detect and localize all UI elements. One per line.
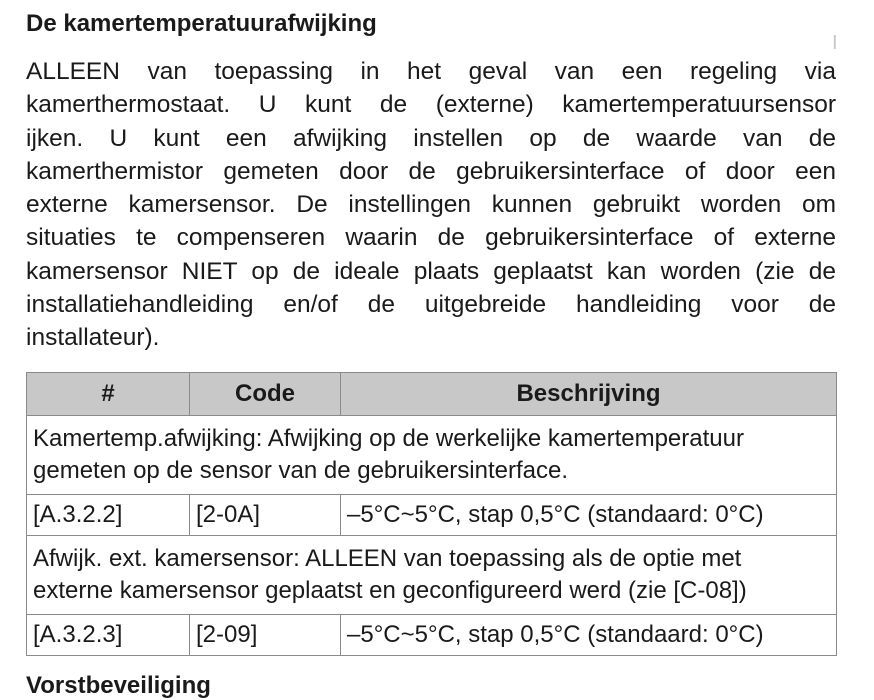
body-paragraph [26, 55, 836, 355]
table-header-row [27, 373, 837, 416]
paragraph-line: installateur). [26, 324, 160, 352]
row-description [27, 416, 837, 495]
paragraph-line: installatiehandleiding en/of de uitgebreide handleiding voor de [26, 291, 836, 319]
paragraph-line: kamerthermostaat. U kunt de (externe) kamertemperatuursensor [26, 91, 836, 119]
cell-number: [A.3.2.2] [27, 495, 190, 536]
paragraph-line: ijken. U kunt een afwijking instellen op de waarde van de [26, 124, 836, 152]
row-description-line: externe kamersensor geplaatst en geconfigureerd werd (zie [C-08]) [33, 577, 747, 604]
column-header-description: Beschrijving [341, 373, 837, 416]
cell-number: [A.3.2.3] [27, 615, 190, 656]
table-row [27, 416, 837, 495]
table-row [27, 495, 837, 536]
row-description-line: Afwijk. ext. kamersensor: ALLEEN van toepassing als de optie met [33, 545, 742, 572]
section-heading: De kamertemperatuurafwijking [26, 10, 377, 37]
next-section-heading: Vorstbeveiliging [26, 672, 211, 699]
column-header-code: Code [190, 373, 341, 416]
text-cursor-icon: I [832, 32, 838, 54]
paragraph-line: externe kamersensor. De instellingen kunnen gebruikt worden om [26, 191, 836, 219]
settings-table [26, 372, 837, 656]
cell-code: [2-0A] [190, 495, 341, 536]
cell-value: –5°C~5°C, stap 0,5°C (standaard: 0°C) [341, 495, 837, 536]
cell-value: –5°C~5°C, stap 0,5°C (standaard: 0°C) [341, 615, 837, 656]
paragraph-line: situaties te compenseren waarin de gebruikersinterface of externe [26, 224, 836, 252]
paragraph-line: kamerthermistor gemeten door de gebruikersinterface of door een [26, 157, 836, 185]
table-row [27, 615, 837, 656]
row-description-line: Kamertemp.afwijking: Afwijking op de werkelijke kamertemperatuur [33, 425, 744, 452]
paragraph-line: ALLEEN van toepassing in het geval van een regeling via [26, 58, 836, 85]
row-description [27, 536, 837, 615]
cell-code: [2-09] [190, 615, 341, 656]
table-row [27, 536, 837, 615]
paragraph-line: kamersensor NIET op de ideale plaats geplaatst kan worden (zie de [26, 257, 836, 285]
column-header-number: # [27, 373, 190, 416]
row-description-line: gemeten op de sensor van de gebruikersinterface. [33, 457, 568, 484]
